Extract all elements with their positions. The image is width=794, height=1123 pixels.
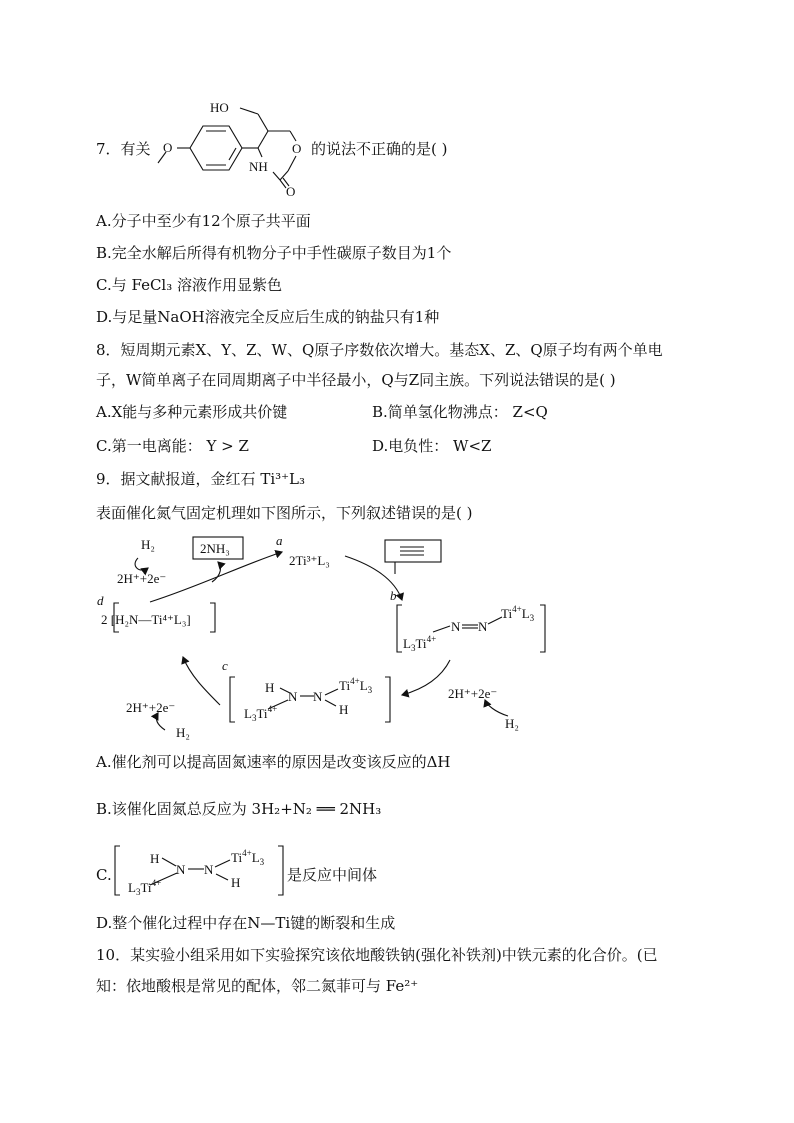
- q9-line1: 9．据文献报道，金红石 Ti³⁺L₃: [96, 470, 306, 488]
- q7-suffix: 的说法不正确的是( ): [311, 140, 448, 158]
- diag-label-c: c: [222, 658, 228, 673]
- svg-text:N: N: [451, 619, 461, 634]
- q7-prefix: 7．有关: [96, 140, 151, 158]
- q7-option-c: C.与 FeCl₃ 溶液作用显紫色: [96, 276, 282, 294]
- svg-text:H: H: [265, 680, 275, 695]
- q8-line1: 8．短周期元素X、Y、Z、W、Q原子序数依次增大。基态X、Z、Q原子均有两个单电: [96, 341, 663, 359]
- diag-species-d: 2 [H₂N—Ti⁴⁺L₃]: [101, 612, 191, 627]
- svg-text:H: H: [231, 875, 241, 890]
- svg-text:N: N: [288, 689, 298, 704]
- diag-e-bottom-left: 2H⁺+2e⁻: [126, 700, 176, 715]
- svg-text:H: H: [339, 702, 349, 717]
- mol-nh: NH: [249, 159, 268, 174]
- q8-option-d: D.电负性： W<Z: [372, 437, 492, 455]
- q9-option-d: D.整个催化过程中存在N—Ti键的断裂和生成: [96, 914, 396, 932]
- q8-line2: 子，W简单离子在同周期离子中半径最小，Q与Z同主族。下列说法错误的是( ): [96, 371, 616, 389]
- q7-option-b: B.完全水解后所得有机物分子中手性碳原子数目为1个: [96, 244, 452, 262]
- q10-line2: 知：依地酸根是常见的配体，邻二氮菲可与 Fe²⁺: [96, 977, 419, 995]
- diag-h2-top: H₂: [141, 537, 155, 552]
- svg-text:Ti4+L3: $Ti^{4+}L_3$: [501, 604, 535, 623]
- mol-o-carbonyl: O: [286, 184, 296, 199]
- diag-species-a: 2Ti³⁺L₃: [289, 553, 330, 568]
- svg-text:N: N: [313, 689, 323, 704]
- q7-option-d: D.与足量NaOH溶液完全反应后生成的钠盐只有1种: [96, 308, 440, 326]
- svg-text:N: N: [176, 862, 186, 877]
- q9-option-b: B.该催化固氮总反应为 3H₂+N₂ ══ 2NH₃: [96, 800, 382, 818]
- diag-label-d: d: [97, 593, 104, 608]
- svg-text:Ti4+L3: $Ti^{4+}L_3$: [339, 676, 373, 695]
- svg-text:L3Ti4+: $L_3Ti^{4+}$: [244, 704, 278, 723]
- svg-text:L3Ti4+: $L_3Ti^{4+}$: [403, 634, 437, 653]
- svg-text:L3Ti4+: $L_3Ti^{4+}$: [128, 878, 162, 897]
- q8-option-b: B.简单氢化物沸点： Z<Q: [372, 403, 548, 421]
- diag-nh3-box: 2NH₃: [200, 541, 230, 556]
- diag-h2-bottom-left: H₂: [176, 725, 190, 740]
- q9-option-c-prefix: C.: [96, 866, 112, 884]
- mol-ho: HO: [210, 100, 229, 115]
- svg-text:N: N: [204, 862, 214, 877]
- q9-option-c-text: 是反应中间体: [287, 866, 378, 884]
- svg-text:H: H: [150, 851, 160, 866]
- q9-line2: 表面催化氮气固定机理如下图所示，下列叙述错误的是( ): [96, 504, 473, 522]
- q8-option-a: A.X能与多种元素形成共价键: [96, 403, 288, 421]
- q9-option-a: A.催化剂可以提高固氮速率的原因是改变该反应的ΔH: [96, 753, 451, 771]
- diag-e-bottom-right: 2H⁺+2e⁻: [448, 686, 498, 701]
- svg-text:Ti4+L3: $Ti^{4+}L_3$: [231, 848, 265, 867]
- diag-label-a: a: [276, 533, 283, 548]
- q8-option-c: C.第一电离能： Y > Z: [96, 437, 249, 455]
- diag-e-top-left: 2H⁺+2e⁻: [117, 571, 167, 586]
- diag-label-b: b: [390, 588, 397, 603]
- q10-line1: 10．某实验小组采用如下实验探究该依地酸铁钠(强化补铁剂)中铁元素的化合价。(已: [96, 946, 658, 964]
- mol-o-methoxy: O: [163, 140, 173, 155]
- q7-option-a: A.分子中至少有12个原子共平面: [96, 212, 311, 230]
- mol-o-ring: O: [292, 141, 302, 156]
- svg-text:N: N: [478, 619, 488, 634]
- diag-h2-bottom-right: H₂: [505, 716, 519, 731]
